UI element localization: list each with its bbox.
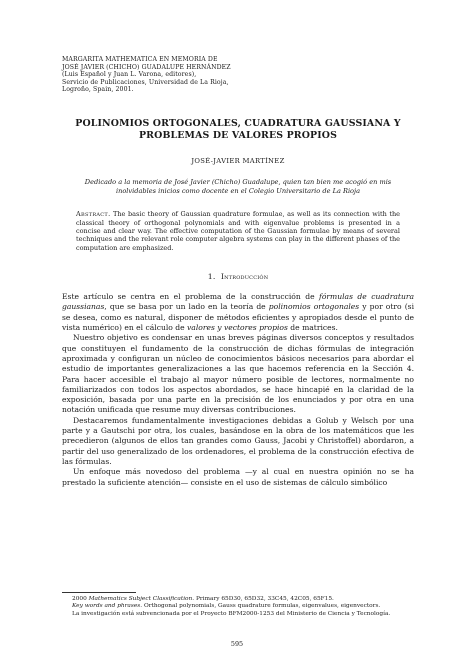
paragraph-2: Nuestro objetivo es condensar en unas breves páginas diversos conceptos y resultados que constituyen el fundamento de la construcción de dichas fórmulas de integración aproximada y configuran un núcleo de conocimientos básicos necesarios para abordar el estudio de importantes generalizaciones a las que hacemos referencia en la Sección 4. Para hacer accesible el trabajo al mayor número posible de lectores, normalmente no familiarizados con todos los aspectos abordados, se hace hincapié en la claridad de la exposición, basada por una parte en la precisión de los enunciados y por otra en una notación unificada que resume muy diversas contribuciones. (62, 333, 414, 415)
abstract (76, 210, 400, 252)
dedication-line-2: inolvidables inicios como docente en el Colegio Universitario de La Rioja (115, 186, 361, 195)
keywords-text: Orthogonal polynomials, Gauss quadrature formulas, eigenvalues, eigenvectors. (142, 603, 381, 610)
abstract-text: The basic theory of Gaussian quadrature formulae, as well as its connection with the classical theory of orthogonal polynomials and with eigenvalue problems is presented in a concise and clear way. The effective computation of the Gaussian formulae by means of several techniques and the relevant role computer algebra systems can play in the different phases of the computation are emphasized. (76, 210, 400, 252)
section-title: Introducción (220, 272, 269, 282)
header-line-4: Servicio de Publicaciones, Universidad de La Rioja, (62, 78, 229, 86)
footnote-rule (62, 592, 136, 593)
dedication-line-1: Dedicado a la memoria de José Javier (Chicho) Guadalupe, quien tan bien me acogió en mis (84, 177, 392, 186)
page-number: 595 (230, 640, 244, 648)
p1-text-g: de matrices. (287, 323, 338, 333)
header-line-3: (Luis Español y Juan L. Varona, editores), (62, 71, 197, 79)
body-text (62, 292, 414, 488)
paper-title (62, 118, 414, 142)
title-line-2: PROBLEMAS DE VALORES PROPIOS (138, 129, 338, 141)
section-heading (62, 272, 414, 281)
paragraph-4: Un enfoque más novedoso del problema —y al cual en nuestra opinión no se ha prestado la suficiente atención— consiste en el uso de sistemas de cálculo simbólico (62, 467, 414, 487)
paper-page (62, 56, 414, 488)
p1-emphasis-quadrature: fórmulas de cuadratura gaussianas (62, 292, 415, 312)
volume-header (62, 56, 414, 94)
p1-emphasis-polynomials: polinomios ortogonales (268, 302, 360, 312)
abstract-label: Abstract. (76, 210, 111, 219)
footnote-msc (62, 596, 414, 603)
p1-text-e: y por otro (si se desea, como es natural, disponer de métodos eficientes y apropiados desde el punto de vista numérico) en el cálculo de (62, 302, 414, 333)
msc-label: Mathematics Subject Classification. (88, 596, 195, 602)
header-line-1: MARGARITA MATHEMATICA EN MEMORIA DE (62, 56, 218, 63)
header-line-5: Logroño, Spain, 2001. (62, 86, 134, 94)
header-line-2: JOSÉ JAVIER (CHICHO) GUADALUPE HERNÁNDEZ (62, 63, 231, 71)
title-line-1: POLINOMIOS ORTOGONALES, CUADRATURA GAUSSIANA Y (75, 117, 401, 129)
footnote-funding: La investigación está subvencionada por el Proyecto BFM2000-1253 del Ministerio de Ciencia y Tecnología. (72, 610, 391, 617)
footnote-keywords (62, 603, 414, 610)
p1-emphasis-eigen: valores y vectores propios (187, 323, 288, 333)
keywords-label: Key words and phrases. (72, 603, 143, 610)
dedication (62, 178, 414, 195)
author-name: JOSÉ-JAVIER MARTÍNEZ (191, 156, 285, 165)
paragraph-1 (62, 292, 414, 333)
footnotes (62, 592, 414, 618)
msc-codes: Primary 65D30, 65D32, 33C45, 42C05, 65F15. (194, 596, 334, 602)
msc-year: 2000 (72, 596, 89, 602)
p1-text-c: , que se basa por un lado en la teoría de (104, 302, 269, 312)
section-number: 1. (207, 272, 216, 282)
p1-text-a: Este artículo se centra en el problema de la construcción de (62, 292, 320, 302)
paragraph-3: Destacaremos fundamentalmente investigaciones debidas a Golub y Welsch por una parte y a Gautschi por otra, los cuales, basándose en la obra de los matemáticos que les precedieron (algunos de ellos tan grandes como Gauss, Jacobi y Christoffel) abordaron, a partir del uso generalizado de los ordenadores, el problema de la construcción efectiva de las fórmulas. (62, 415, 414, 466)
